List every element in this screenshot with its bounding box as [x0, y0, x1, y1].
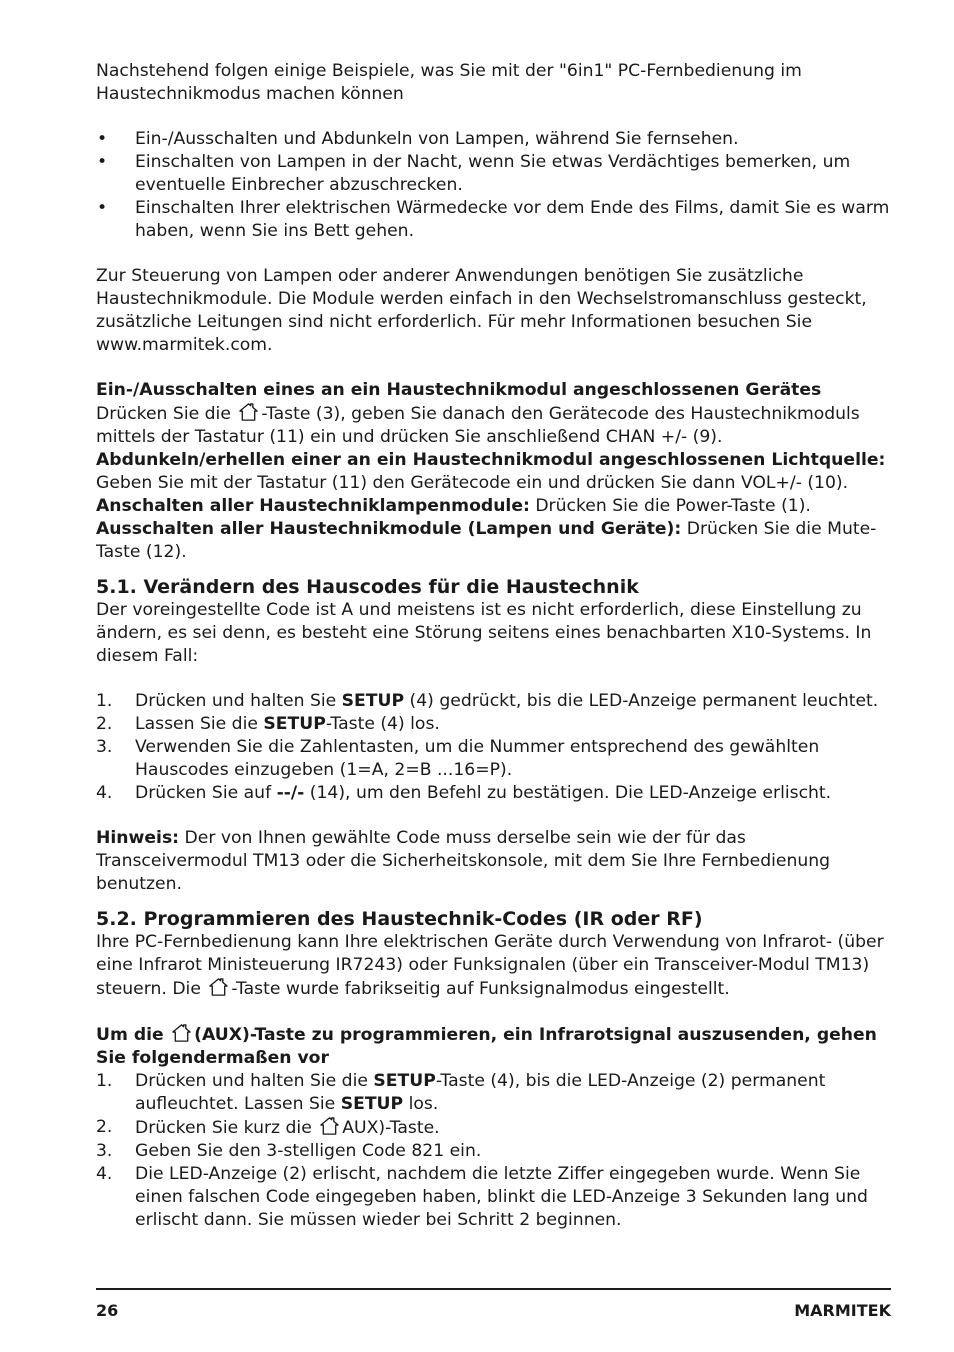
operation-text: Anschalten aller Haustechniklampenmodule: Drücken Sie die Power-Taste (1).	[96, 496, 811, 516]
house-icon	[171, 1023, 192, 1043]
subheading-5-2: Um die (AUX)-Taste zu programmieren, ein Infrarotsignal auszusenden, gehen Sie folgendermaßen vor	[96, 1025, 877, 1068]
list-item: • Einschalten Ihrer elektrischen Wärmedecke vor dem Ende des Films, damit Sie es warm haben, wenn Sie ins Bett gehen.	[96, 197, 890, 243]
list-item: 3. Verwenden Sie die Zahlentasten, um die Nummer entsprechend des gewählten Hauscodes einzugeben (1=A, 2=B ...16=P).	[96, 737, 820, 780]
examples-list	[96, 128, 890, 243]
operation-text: Drücken Sie die -Taste (3), geben Sie danach den Gerätecode des Haustechnikmoduls mittels der Tastatur (11) ein und drücken Sie anschließend CHAN +/- (9).	[96, 404, 860, 447]
house-icon	[208, 977, 229, 997]
section-5-2-paragraph: Ihre PC-Fernbedienung kann Ihre elektrischen Geräte durch Verwendung von Infrarot- (über eine Infrarot Ministeuerung IR7243) oder Funksignalen (über ein Transceiver-Modul TM13) steuern. Die -Taste wurde fabrikseitig auf Funksignalmodus eingestellt.	[96, 932, 884, 999]
list-item: 2. Lassen Sie die SETUP-Taste (4) los.	[96, 714, 440, 734]
intro-paragraph: Nachstehend folgen einige Beispiele, was Sie mit der "6in1" PC-Fernbedienung im Haustechnikmodus machen können	[96, 61, 802, 104]
page-footer	[96, 1288, 891, 1320]
steps-list-5-1	[96, 690, 890, 805]
section-5-1-paragraph: Der voreingestellte Code ist A und meistens ist es nicht erforderlich, diese Einstellung zu ändern, es sei denn, es besteht eine Störung seitens eines benachbarten X10-Systems. In diesem Fall:	[96, 600, 872, 666]
list-item: 1. Drücken und halten Sie SETUP (4) gedrückt, bis die LED-Anzeige permanent leuchtet.	[96, 691, 879, 711]
list-item: • Ein-/Ausschalten und Abdunkeln von Lampen, während Sie fernsehen.	[96, 128, 890, 151]
brand-name: MARMITEK	[794, 1301, 891, 1320]
operation-heading: Ein-/Ausschalten eines an ein Haustechnikmodul angeschlossenen Gerätes	[96, 380, 822, 400]
steps-list-5-2	[96, 1070, 890, 1232]
house-icon	[319, 1116, 340, 1136]
operations-block	[96, 379, 890, 564]
section-title-5-2: 5.2. Programmieren des Haustechnik-Codes (IR oder RF)	[96, 908, 703, 930]
operation-text: Ausschalten aller Haustechnikmodule (Lampen und Geräte): Drücken Sie die Mute-Taste (12).	[96, 519, 877, 562]
page-content	[96, 60, 890, 1232]
modules-paragraph: Zur Steuerung von Lampen oder anderer Anwendungen benötigen Sie zusätzliche Haustechnikmodule. Die Module werden einfach in den Wechselstromanschluss gesteckt, zusätzliche Leitungen sind nicht erforderlich. Für mehr Informationen besuchen Sie www.marmitek.com.	[96, 266, 867, 355]
list-item: 2. Drücken Sie kurz die AUX)-Taste.	[96, 1117, 440, 1138]
section-title-5-1: 5.1. Verändern des Hauscodes für die Haustechnik	[96, 576, 639, 598]
list-item: 1. Drücken und halten Sie die SETUP-Taste (4), bis die LED-Anzeige (2) permanent aufleuchtet. Lassen Sie SETUP los.	[96, 1071, 826, 1114]
note-paragraph: Hinweis: Der von Ihnen gewählte Code muss derselbe sein wie der für das Transceivermodul TM13 oder die Sicherheitskonsole, mit dem Sie Ihre Fernbedienung benutzen.	[96, 828, 831, 894]
operation-heading: Abdunkeln/erhellen einer an ein Haustechnikmodul angeschlossenen Lichtquelle:	[96, 450, 886, 470]
list-item: 3. Geben Sie den 3-stelligen Code 821 ein.	[96, 1141, 482, 1161]
page-number: 26	[96, 1301, 119, 1320]
list-item: 4. Die LED-Anzeige (2) erlischt, nachdem die letzte Ziffer eingegeben wurde. Wenn Sie einen falschen Code eingegeben haben, blinkt die LED-Anzeige 3 Sekunden lang und erlischt dann. Sie müssen wieder bei Schritt 2 beginnen.	[96, 1164, 868, 1230]
operation-text: Geben Sie mit der Tastatur (11) den Gerätecode ein und drücken Sie dann VOL+/- (10).	[96, 473, 849, 493]
list-item: • Einschalten von Lampen in der Nacht, wenn Sie etwas Verdächtiges bemerken, um eventuelle Einbrecher abzuschrecken.	[96, 151, 890, 197]
list-item: 4. Drücken Sie auf --/- (14), um den Befehl zu bestätigen. Die LED-Anzeige erlischt.	[96, 783, 832, 803]
house-icon	[238, 402, 259, 422]
